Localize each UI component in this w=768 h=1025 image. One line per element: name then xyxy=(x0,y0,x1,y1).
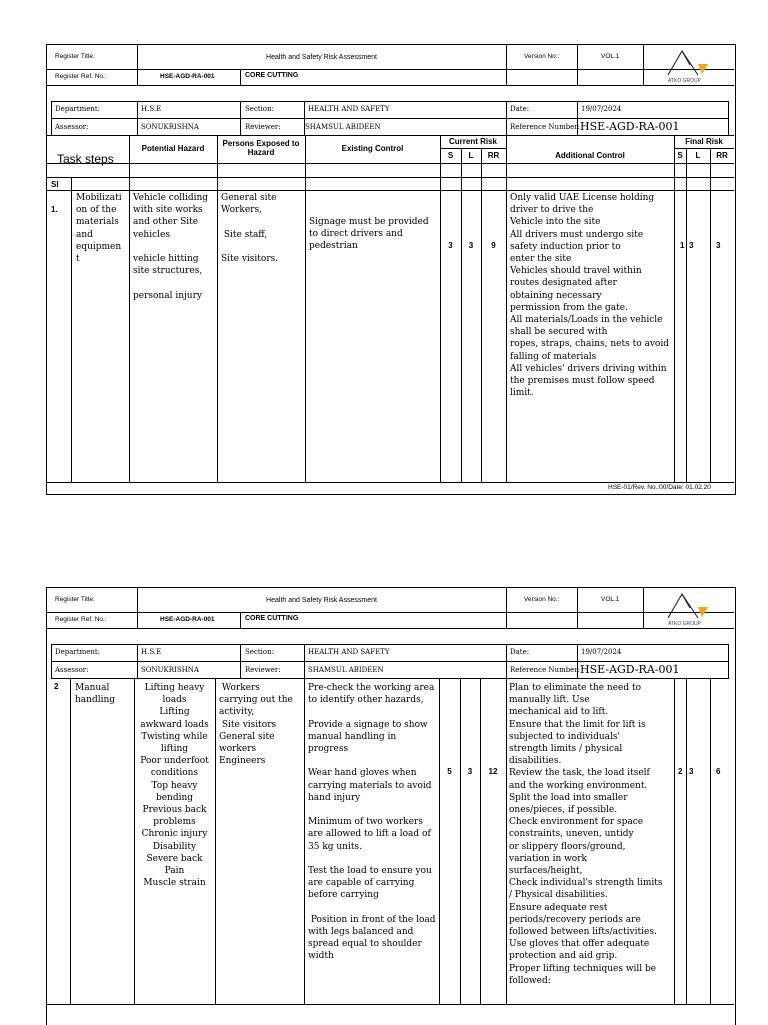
final-s-header: S xyxy=(677,151,683,160)
potential-hazard-header: Potential Hazard xyxy=(141,144,205,153)
final-risk-header: Final Risk xyxy=(685,137,723,146)
row-2-existing-control: Pre-check the working area to identify other hazards, Provide a signage to show manual handling in progress Wear hand gloves when carrying materials to avoid hand injury Minimum of two workers are allowed to lift a load of 35 kg units. Test the load to ensure you are capable of carrying before carrying Position in front of the load with legs balanced and spread equal to shoulder width xyxy=(308,683,436,962)
register-ref-2: HSE-AGD-RA-001 xyxy=(160,616,215,623)
assessor-value-2: SONUKRISHNA xyxy=(141,666,199,674)
row-2-current-l: 3 xyxy=(467,767,473,776)
row-2-potential-hazard: Lifting heavy loads Lifting awkward loads Twisting while lifting Poor underfoot conditions Top heavy bending Previous back problems Chronic injury Disability Severe back Pain Muscle strain xyxy=(140,683,209,889)
date-label-2: Date: xyxy=(510,648,530,656)
row-2-persons-exposed: Workers carrying out the activity, Site visitors General site workers Engineers xyxy=(219,683,293,767)
department-label: Department: xyxy=(55,105,101,113)
register-title: Health and Safety Risk Assessment xyxy=(266,54,377,61)
register-title-2: Health and Safety Risk Assessment xyxy=(266,597,377,604)
page-1-footer: HSE-01/Rev. No.:00/Date: 01.02.20 xyxy=(608,484,711,491)
date-value: 19/07/2024 xyxy=(581,105,622,113)
existing-control-header: Existing Control xyxy=(341,144,404,153)
row-2-final-s: 2 xyxy=(678,767,683,776)
row-2-final-rr: 6 xyxy=(716,767,721,776)
reference-value: HSE-AGD-RA-001 xyxy=(580,120,680,133)
row-1-task-step: Mobilizati on of the materials and equipmen t xyxy=(76,193,122,265)
reference-value-2: HSE-AGD-RA-001 xyxy=(580,663,680,676)
additional-control-header: Additional Control xyxy=(555,151,625,160)
reviewer-value-2: SHAMSUL ABIDEEN xyxy=(308,666,384,674)
row-1-number: 1. xyxy=(51,205,58,214)
register-ref-label-2: Register Ref. No.: xyxy=(55,616,107,623)
current-s-header: S xyxy=(447,151,454,160)
department-value-2: H.S.E xyxy=(141,648,162,656)
persons-exposed-header: Persons Exposed to Hazard xyxy=(222,139,300,157)
task-title: CORE CUTTING xyxy=(245,72,299,79)
row-1-persons-exposed: General site Workers, Site staff, Site visitors. xyxy=(221,193,279,265)
row-2-current-s: 5 xyxy=(447,767,452,776)
row-2-additional-control: Plan to eliminate the need to manually lift. Use mechanical aid to lift. Ensure that the limit for lift is subjected to individuals' strength limits / physical disabilities. Review the task, the load itself and the working environment. Split the load into smaller ones/pieces, if possible. Check environment for space constraints, uneven, untidy or slippery floors/ground, variation in work surfaces/height, Check individual's strength limits / Physical disabilities. Ensure adequate rest periods/recovery periods are followed between lifts/activities. Use gloves that offer adequate protection and aid grip. Proper lifting techniques will be followed: xyxy=(509,683,663,986)
row-2-current-rr: 12 xyxy=(488,767,498,776)
task-steps-header: Task steps xyxy=(57,152,114,166)
assessor-value: SONUKRISHNA xyxy=(141,123,199,131)
current-l-header: L xyxy=(468,151,474,160)
logo-text: ATKO GROUP xyxy=(668,78,701,84)
department-value: H.S.E xyxy=(141,105,162,113)
si-header: SI xyxy=(51,180,59,189)
current-risk-header: Current Risk xyxy=(448,137,497,146)
logo-text-2: ATKO GROUP xyxy=(668,621,701,627)
version-value-2: VOL.1 xyxy=(601,596,620,603)
row-1-current-l: 3 xyxy=(468,241,474,250)
row-1-current-s: 3 xyxy=(448,241,453,250)
register-ref: HSE-AGD-RA-001 xyxy=(160,73,215,80)
section-label-2: Section: xyxy=(245,648,274,656)
assessor-label-2: Assessor: xyxy=(55,666,89,674)
reviewer-label-2: Reviewer: xyxy=(245,666,281,674)
row-1-current-rr: 9 xyxy=(491,241,496,250)
row-1-final-s: 1 xyxy=(680,241,685,250)
current-rr-header: RR xyxy=(487,151,500,160)
reference-label: Reference Number: xyxy=(510,123,581,131)
task-title-2: CORE CUTTING xyxy=(245,615,299,622)
reviewer-label: Reviewer: xyxy=(245,123,281,131)
final-rr-header: RR xyxy=(716,151,728,160)
version-label: Version No.: xyxy=(524,53,560,60)
assessor-label: Assessor: xyxy=(55,123,89,131)
section-value: HEALTH AND SAFETY xyxy=(308,105,390,113)
version-value: VOL.1 xyxy=(601,53,620,60)
row-1-final-rr: 3 xyxy=(716,241,721,250)
reference-label-2: Reference Number: xyxy=(510,666,581,674)
date-value-2: 19/07/2024 xyxy=(581,648,622,656)
register-title-label-2: Register Title: xyxy=(55,596,95,603)
section-label: Section: xyxy=(245,105,274,113)
row-2-final-l: 3 xyxy=(689,767,694,776)
register-ref-label: Register Ref. No.: xyxy=(55,73,107,80)
row-1-potential-hazard: Vehicle colliding with site works and other Site vehicles vehicle hitting site structures, personal injury xyxy=(133,193,209,301)
row-1-final-l: 3 xyxy=(689,241,694,250)
date-label: Date: xyxy=(510,105,530,113)
section-value-2: HEALTH AND SAFETY xyxy=(308,648,390,656)
row-1-additional-control: Only valid UAE License holding driver to drive the Vehicle into the site All drivers must undergo site safety induction prior to enter the site Vehicles should travel within routes designated after obtaining necessary permission from the gate. All materials/Loads in the vehicle shall be secured with ropes, straps, chains, nets to avoid falling of materials All vehicles' drivers driving within the premises must follow speed limit. xyxy=(510,193,669,399)
register-title-label: Register Title: xyxy=(55,53,95,60)
reviewer-value: SHAMSUL ABIDEEN xyxy=(305,123,381,131)
row-2-number: 2 xyxy=(54,682,59,691)
department-label-2: Department: xyxy=(55,648,101,656)
row-2-task-step: Manual handling xyxy=(75,683,116,706)
final-l-header: L xyxy=(695,151,701,160)
row-1-existing-control: Signage must be provided to direct drivers and pedestrian xyxy=(309,217,429,252)
version-label-2: Version No.: xyxy=(524,596,560,603)
